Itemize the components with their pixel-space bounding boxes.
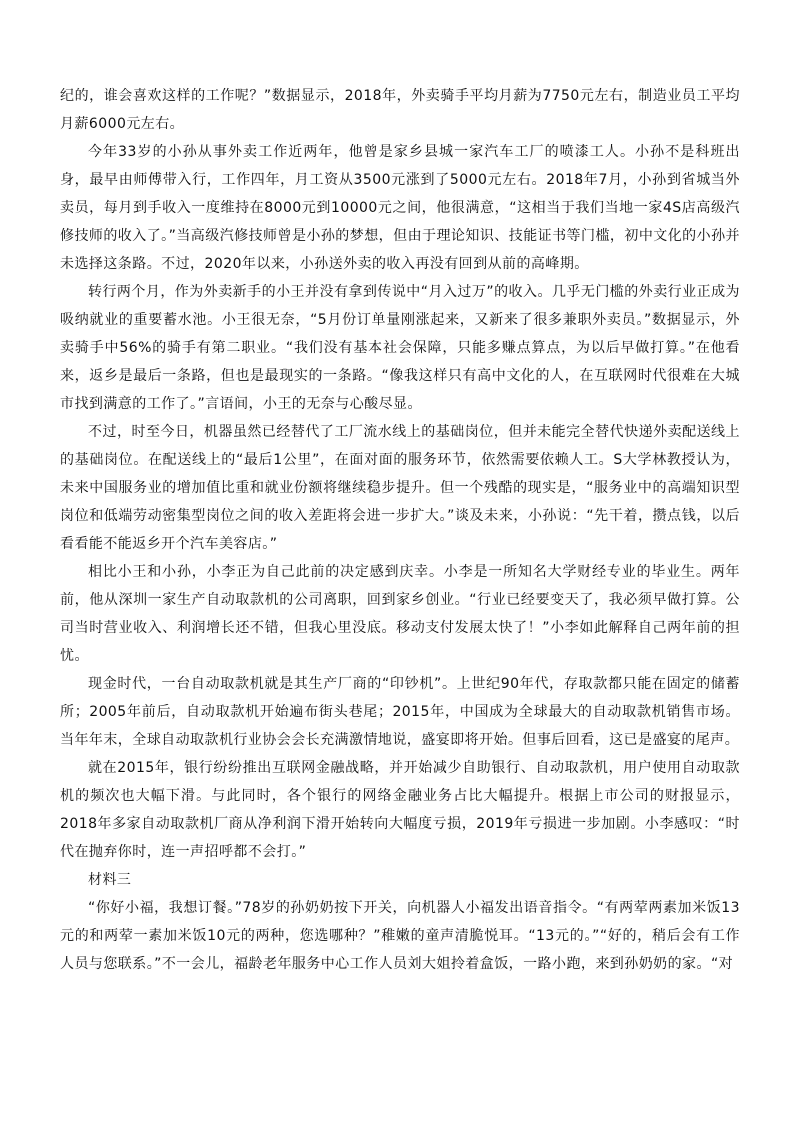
paragraph-internet-finance: 就在2015年，银行纷纷推出互联网金融战略，并开始减少自助银行、自动取款机，用户使用自动取款机的频次也大幅下滑。与此同时，各个银行的网络金融业务占比大幅提升。根据上市公司的财报显示，2018年多家自动取款机厂商从净利润下滑开始转向大幅度亏损，2019年亏损进一步加剧。小李感叹：“时代在抛弃你时，连一声招呼都不会打。” bbox=[60, 760, 740, 860]
document-body bbox=[60, 82, 740, 978]
section-heading-material-3: 材料三 bbox=[88, 872, 132, 888]
paragraph-cash-era: 现金时代，一台自动取款机就是其生产厂商的“印钞机”。上世纪90年代，存取款都只能在固定的储蓄所；2005年前后，自动取款机开始遍布街头巷尾；2015年，中国成为全球最大的自动取款机销售市场。当年年末，全球自动取款机行业协会会长充满激情地说，盛宴即将开始。但事后回看，这已是盛宴的尾声。 bbox=[60, 676, 740, 748]
paragraph-xiaowang: 转行两个月，作为外卖新手的小王并没有拿到传说中“月入过万”的收入。几乎无门槛的外卖行业正成为吸纳就业的重要蓄水池。小王很无奈，“5月份订单量刚涨起来，又新来了很多兼职外卖员。”数据显示，外卖骑手中56%的骑手有第二职业。“我们没有基本社会保障，只能多赚点算点，为以后早做打算。”在他看来，返乡是最后一条路，但也是最现实的一条路。“像我这样只有高中文化的人，在互联网时代很难在大城市找到满意的工作了。”言语间，小王的无奈与心酸尽显。 bbox=[60, 284, 740, 412]
paragraph-xiaosun: 今年33岁的小孙从事外卖工作近两年，他曾是家乡县城一家汽车工厂的喷漆工人。小孙不是科班出身，最早由师傅带入行，工作四年，月工资从3500元涨到了5000元左右。2018年7月，小孙到省城当外卖员，每月到手收入一度维持在8000元到10000元之间，他很满意，“这相当于我们当地一家4S店高级汽修技师的收入了。”当高级汽修技师曾是小孙的梦想，但由于理论知识、技能证书等门槛，初中文化的小孙并未选择这条路。不过，2020年以来，小孙送外卖的收入再没有回到从前的高峰期。 bbox=[60, 144, 740, 272]
paragraph-robot-order: “你好小福，我想订餐。”78岁的孙奶奶按下开关，向机器人小福发出语音指令。“有两荤两素加米饭13元的和两荤一素加米饭10元的两种，您选哪种？”稚嫩的童声清脆悦耳。“13元的。”“好的，稍后会有工作人员与您联系。”不一会儿，福龄老年服务中心工作人员刘大姐拎着盒饭，一路小跑，来到孙奶奶的家。“对 bbox=[60, 900, 740, 972]
paragraph-continued: 纪的，谁会喜欢这样的工作呢？”数据显示，2018年，外卖骑手平均月薪为7750元左右，制造业员工平均月薪6000元左右。 bbox=[60, 88, 740, 132]
paragraph-service-industry: 不过，时至今日，机器虽然已经替代了工厂流水线上的基础岗位，但并未能完全替代快递外卖配送线上的基础岗位。在配送线上的“最后1公里”，在面对面的服务环节，依然需要依赖人工。S大学林教授认为，未来中国服务业的增加值比重和就业份额将继续稳步提升。但一个残酷的现实是，“服务业中的高端知识型岗位和低端劳动密集型岗位之间的收入差距将会进一步扩大。”谈及未来，小孙说：“先干着，攒点钱，以后看看能不能返乡开个汽车美容店。” bbox=[60, 424, 740, 552]
paragraph-xiaoli: 相比小王和小孙，小李正为自己此前的决定感到庆幸。小李是一所知名大学财经专业的毕业生。两年前，他从深圳一家生产自动取款机的公司离职，回到家乡创业。“行业已经要变天了，我必须早做打算。公司当时营业收入、利润增长还不错，但我心里没底。移动支付发展太快了！”小李如此解释自己两年前的担忧。 bbox=[60, 564, 740, 664]
